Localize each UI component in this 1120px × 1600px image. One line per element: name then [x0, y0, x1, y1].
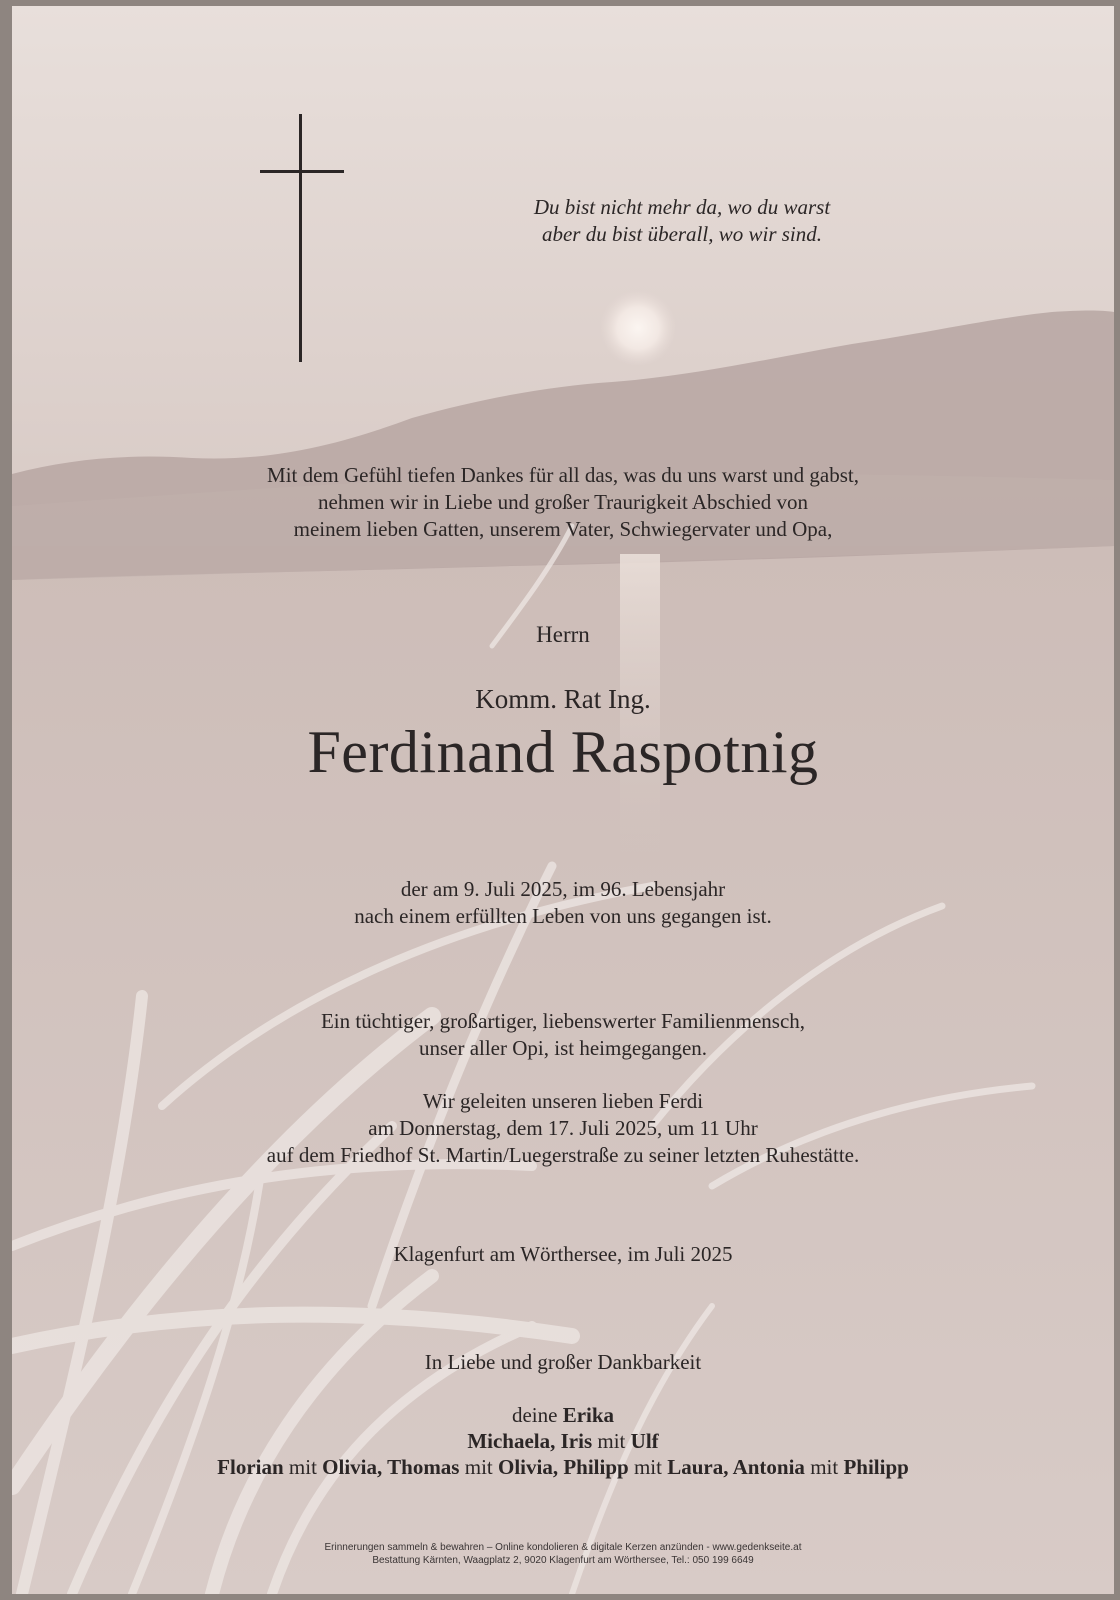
deceased-title: Komm. Rat Ing. — [475, 684, 651, 714]
death-notice-line: nach einem erfüllten Leben von uns gegangen ist. — [354, 904, 772, 928]
footer-line: Bestattung Kärnten, Waagplatz 2, 9020 Klagenfurt am Wörthersee, Tel.: 050 199 6649 — [372, 1555, 754, 1566]
place-and-date: Klagenfurt am Wörthersee, im Juli 2025 — [393, 1242, 733, 1266]
family-connector: mit — [804, 1455, 844, 1479]
cross-icon — [260, 114, 344, 362]
family-signatures — [12, 1402, 1114, 1480]
funeral-line: am Donnerstag, dem 17. Juli 2025, um 11 Uhr — [368, 1116, 758, 1140]
family-connector: mit — [592, 1429, 631, 1453]
sun — [600, 290, 676, 366]
family-connector: mit — [628, 1455, 668, 1479]
intro-line: nehmen wir in Liebe und großer Traurigkeit Abschied von — [318, 490, 808, 514]
obituary-card — [12, 6, 1114, 1594]
funeral-line: Wir geleiten unseren lieben Ferdi — [422, 1089, 704, 1113]
funeral-details — [12, 1088, 1114, 1169]
footer — [12, 1541, 1114, 1567]
tribute-text — [12, 1008, 1114, 1062]
quote-line: aber du bist überall, wo wir sind. — [541, 222, 823, 246]
family-member-name: Erika — [562, 1403, 615, 1427]
intro-line: meinem lieben Gatten, unserem Vater, Schwiegervater und Opa, — [293, 517, 833, 541]
footer-line: Erinnerungen sammeln & bewahren – Online kondolieren & digitale Kerzen anzünden - www.gedenkseite.at — [324, 1542, 802, 1553]
memorial-quote — [442, 194, 922, 248]
funeral-line: auf dem Friedhof St. Martin/Luegerstraße zu seiner letzten Ruhestätte. — [266, 1143, 860, 1167]
family-member-name: Michaela, Iris — [467, 1429, 593, 1453]
closing-line: In Liebe und großer Dankbarkeit — [424, 1350, 702, 1374]
quote-line: Du bist nicht mehr da, wo du warst — [533, 195, 831, 219]
death-notice-line: der am 9. Juli 2025, im 96. Lebensjahr — [400, 877, 726, 901]
intro-line: Mit dem Gefühl tiefen Dankes für all das, was du uns warst und gabst, — [267, 463, 859, 487]
family-line — [12, 1402, 1114, 1428]
tribute-line: unser aller Opi, ist heimgegangen. — [418, 1036, 708, 1060]
death-notice — [12, 876, 1114, 930]
family-connector: deine — [511, 1403, 563, 1427]
intro-text — [12, 462, 1114, 543]
salutation: Herrn — [536, 622, 590, 647]
family-member-name: Olivia, Thomas — [322, 1455, 460, 1479]
family-member-name: Laura, Antonia — [667, 1455, 805, 1479]
family-line — [12, 1428, 1114, 1454]
family-member-name: Florian — [217, 1455, 284, 1479]
deceased-name: Ferdinand Raspotnig — [307, 719, 819, 785]
family-connector: mit — [283, 1455, 323, 1479]
family-member-name: Olivia, Philipp — [498, 1455, 629, 1479]
tribute-line: Ein tüchtiger, großartiger, liebenswerter Familienmensch, — [320, 1009, 806, 1033]
family-line — [12, 1454, 1114, 1480]
family-member-name: Philipp — [843, 1455, 909, 1479]
family-connector: mit — [459, 1455, 498, 1479]
family-member-name: Ulf — [630, 1429, 659, 1453]
